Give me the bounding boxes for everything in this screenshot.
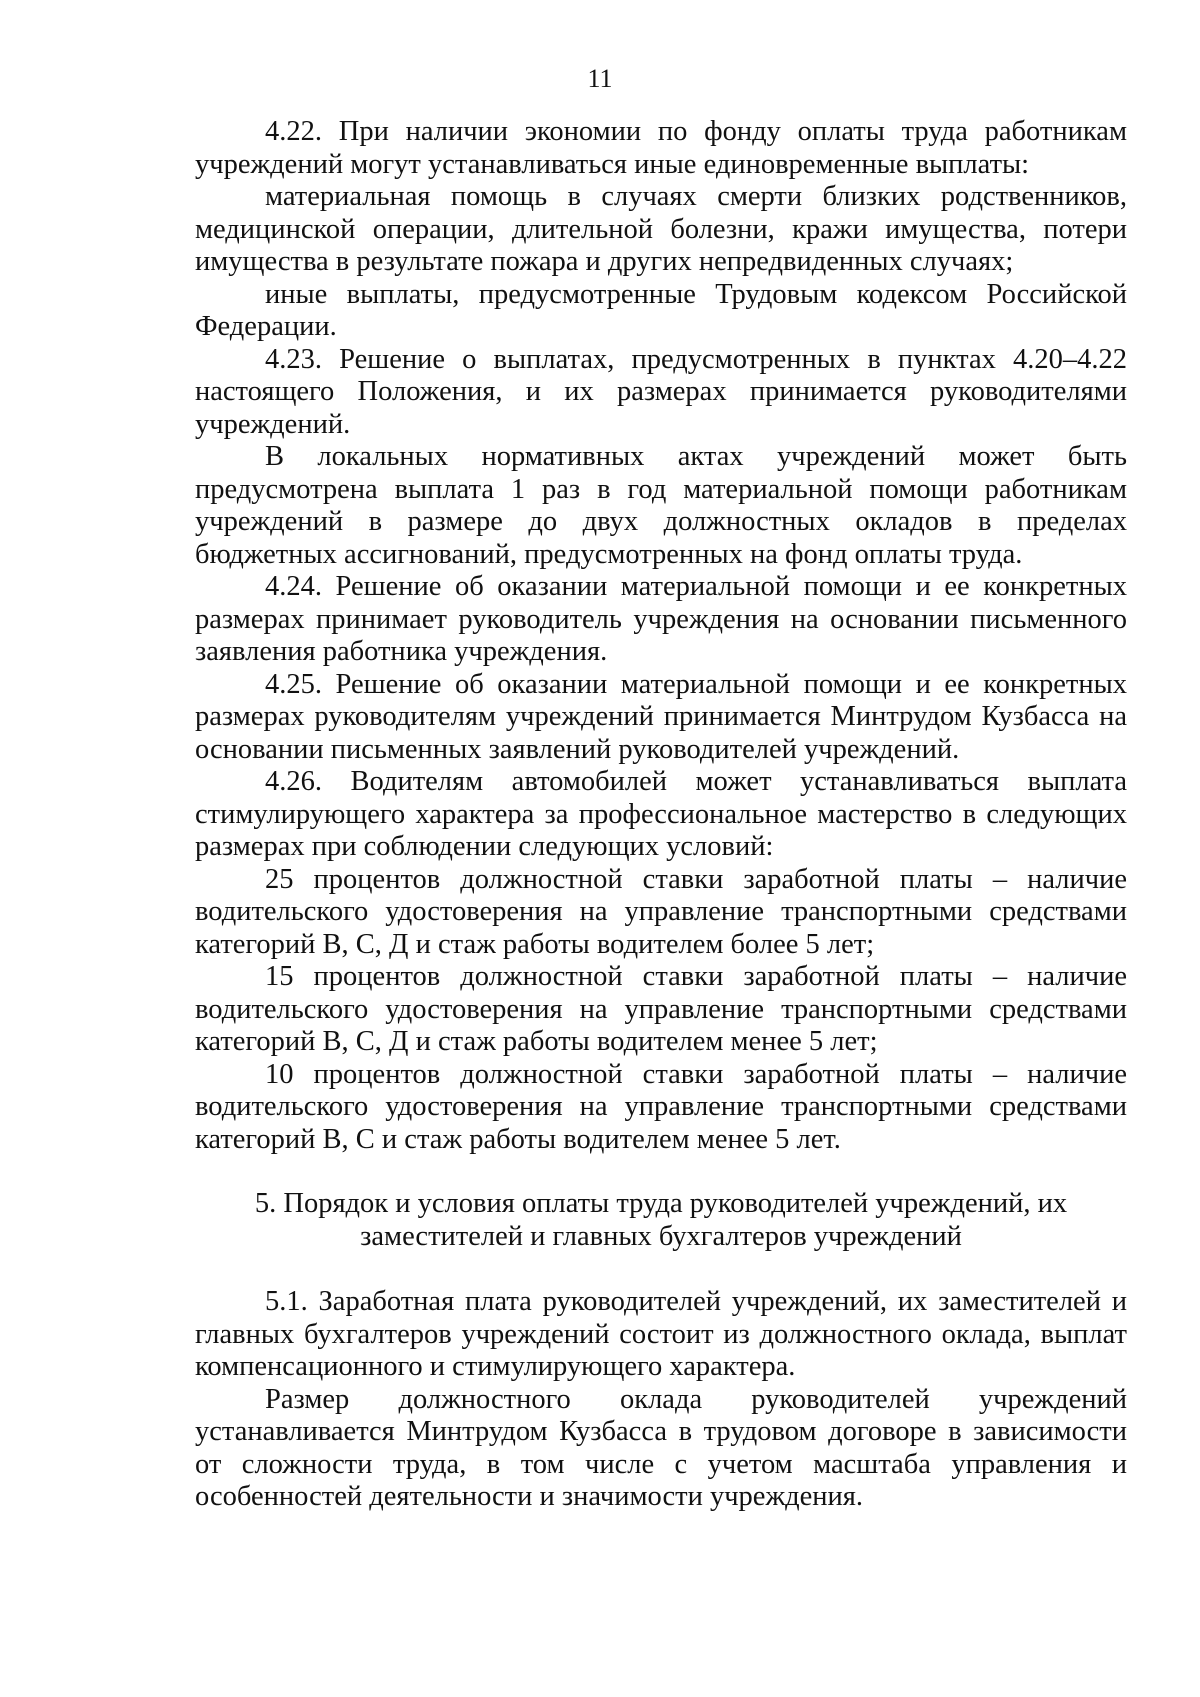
section-5-heading — [195, 1188, 1127, 1253]
paragraph-25-percent: 25 процентов должностной ставки заработной платы – наличие водительского удостоверения на управление транспортными средствами категорий В, С, Д и стаж работы водителем более 5 лет; — [195, 863, 1127, 960]
paragraph-4-26: 4.26. Водителям автомобилей может устанавливаться выплата стимулирующего характера за профессиональное мастерство в следующих размерах при соблюдении следующих условий: — [195, 766, 1127, 862]
paragraph-10-percent: 10 процентов должностной ставки заработной платы – наличие водительского удостоверения на управление транспортными средствами категорий В, С и стаж работы водителем менее 5 лет. — [195, 1058, 1127, 1155]
page-number: 11 — [587, 64, 613, 93]
paragraph-material-aid: материальная помощь в случаях смерти близких родственников, медицинской операции, длительной болезни, кражи имущества, потери имущества в результате пожара и других непредвиденных случаях; — [195, 181, 1127, 277]
section-5-heading-line-1: 5. Порядок и условия оплаты труда руководителей учреждений, их — [254, 1188, 1068, 1219]
paragraph-4-25: 4.25. Решение об оказании материальной помощи и ее конкретных размерах руководителям учреждений принимается Минтрудом Кузбасса на основании письменных заявлений руководителей учреждений. — [195, 668, 1127, 765]
paragraph-local-acts: В локальных нормативных актах учреждений может быть предусмотрена выплата 1 раз в год материальной помощи работникам учреждений в размере до двух должностных окладов в пределах бюджетных ассигнований, предусмотренных на фонд оплаты труда. — [195, 441, 1127, 570]
paragraph-15-percent: 15 процентов должностной ставки заработной платы – наличие водительского удостоверения на управление транспортными средствами категорий В, С, Д и стаж работы водителем менее 5 лет; — [195, 961, 1127, 1057]
paragraph-4-24: 4.24. Решение об оказании материальной помощи и ее конкретных размерах принимает руководитель учреждения на основании письменного заявления работника учреждения. — [195, 571, 1127, 667]
paragraph-4-23: 4.23. Решение о выплатах, предусмотренных в пунктах 4.20–4.22 настоящего Положения, и их размерах принимается руководителями учреждений. — [195, 343, 1127, 440]
paragraph-5-1: 5.1. Заработная плата руководителей учреждений, их заместителей и главных бухгалтеров учреждений состоит из должностного оклада, выплат компенсационного и стимулирующего характера. — [195, 1286, 1127, 1382]
paragraph-4-22: 4.22. При наличии экономии по фонду оплаты труда работникам учреждений могут устанавливаться иные единовременные выплаты: — [195, 116, 1127, 180]
section-5-heading-line-2: заместителей и главных бухгалтеров учреждений — [360, 1220, 962, 1252]
document-body — [195, 116, 1127, 1514]
paragraph-salary-size: Размер должностного оклада руководителей учреждений устанавливается Минтрудом Кузбасса в трудовом договоре в зависимости от сложности труда, в том числе с учетом масштаба управления и особенностей деятельности и значимости учреждения. — [195, 1383, 1127, 1512]
paragraph-other-payments: иные выплаты, предусмотренные Трудовым кодексом Российской Федерации. — [195, 278, 1127, 342]
